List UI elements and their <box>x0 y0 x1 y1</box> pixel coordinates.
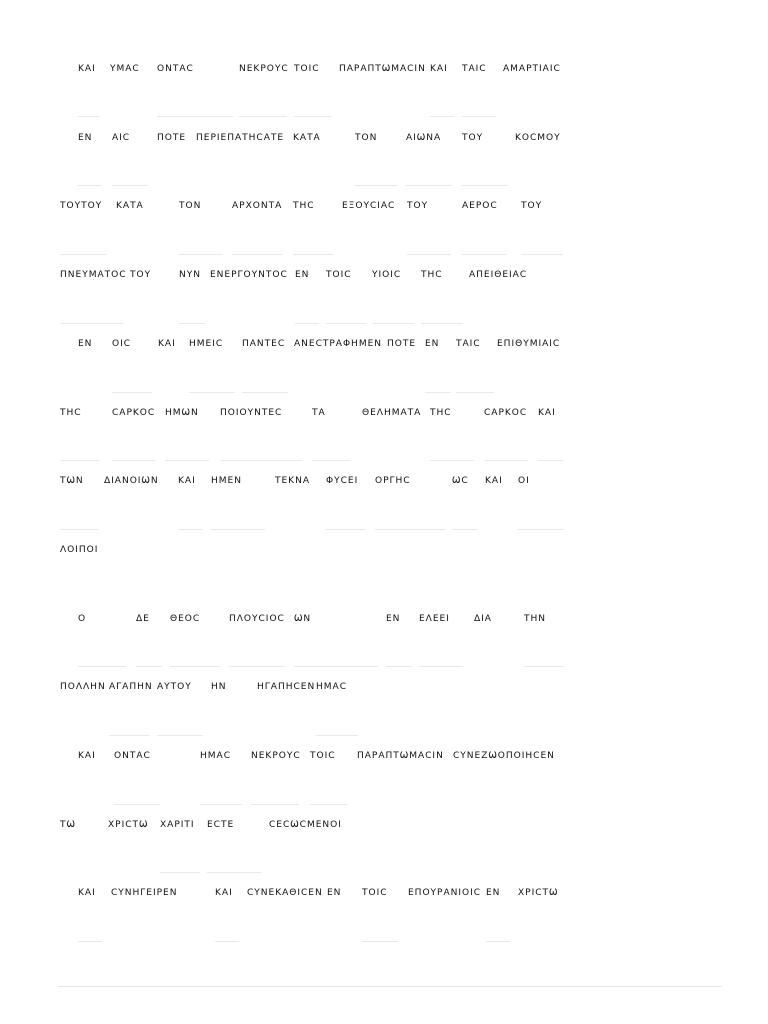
word: ΤΟΝ <box>355 132 378 142</box>
word: ΟΝΤΑϹ <box>114 750 151 760</box>
word: ΚΑΙ <box>215 887 233 897</box>
word: ΟΙ <box>518 475 530 485</box>
word: ΟΙϹ <box>112 338 132 348</box>
faint-mark <box>294 666 378 667</box>
word: ΑΙϹ <box>112 132 131 142</box>
text-line-1 <box>0 60 768 76</box>
faint-mark <box>78 941 102 942</box>
word: ΠΕΡΙΕΠΑΤΗϹΑΤΕ <box>196 132 285 142</box>
word: ΗΓΑΠΗϹΕΝ <box>257 681 316 691</box>
word: ΠΑΡΑΠΤѠΜΑϹΙΝ <box>339 63 426 73</box>
faint-mark <box>310 804 348 805</box>
word: ΠΟΤΕ <box>387 338 417 348</box>
faint-mark <box>521 254 563 255</box>
faint-mark <box>293 254 333 255</box>
word: ΧΡΙϹΤѠ <box>108 819 149 829</box>
faint-mark <box>207 872 261 873</box>
faint-mark <box>456 392 494 393</box>
text-line-8 <box>0 541 768 557</box>
word: ΤΟΙϹ <box>294 63 320 73</box>
faint-mark <box>229 666 285 667</box>
faint-mark <box>78 185 102 186</box>
word: ΕΝ <box>78 132 93 142</box>
faint-mark <box>157 735 203 736</box>
word: ΚΑΙ <box>158 338 176 348</box>
word: ΑΝΕϹΤΡΑΦΗΜΕΝ <box>294 338 383 348</box>
faint-mark <box>462 116 496 117</box>
word: Ο <box>78 613 87 623</box>
word: ΤΟΥ <box>462 132 484 142</box>
word: ΑΓΑΠΗΝ <box>109 681 153 691</box>
word: ѠΝ <box>294 613 312 623</box>
word: ΤѠΝ <box>60 475 84 485</box>
word: ΤΟΥ <box>521 200 543 210</box>
word: ΤΑΙϹ <box>462 63 487 73</box>
text-line-12 <box>0 816 768 832</box>
faint-mark <box>178 529 202 530</box>
word: ΚΑΙ <box>78 63 96 73</box>
word: ΚΑΙ <box>78 887 96 897</box>
faint-mark <box>486 941 510 942</box>
word: ΚΑΤΑ <box>293 132 321 142</box>
text-line-4 <box>0 266 768 282</box>
text-line-9 <box>0 610 768 626</box>
text-line-6 <box>0 404 768 420</box>
word: ΤΟΙϹ <box>310 750 336 760</box>
word: ΑΥΤΟΥ <box>157 681 192 691</box>
word: ΕΝ <box>78 338 93 348</box>
faint-mark <box>112 185 148 186</box>
word: ΗΜΕΝ <box>211 475 242 485</box>
faint-mark <box>60 254 106 255</box>
word: ΚΑΙ <box>430 63 448 73</box>
word: ΚΑΤΑ <box>116 200 144 210</box>
word: ΘΕΟϹ <box>170 613 201 623</box>
word: ΤΗϹ <box>421 269 443 279</box>
word: ΑΠΕΙΘΕΙΑϹ <box>469 269 528 279</box>
word: ΠΑΝΤΕϹ <box>242 338 286 348</box>
word: ΤΗϹ <box>293 200 315 210</box>
faint-mark <box>372 323 414 324</box>
faint-mark <box>326 529 366 530</box>
text-line-13 <box>0 884 768 900</box>
faint-mark <box>211 529 265 530</box>
faint-mark <box>179 254 223 255</box>
word: ΕΞΟΥϹΙΑϹ <box>342 200 396 210</box>
word: ΤΟΝ <box>179 200 202 210</box>
faint-mark <box>157 116 233 117</box>
word: ΧΡΙϹΤѠ <box>518 887 559 897</box>
word: ѠϹ <box>452 475 469 485</box>
faint-mark <box>316 735 358 736</box>
faint-mark <box>524 666 564 667</box>
word: ΘΕΛΗΜΑΤΑ <box>362 407 422 417</box>
faint-mark <box>179 323 205 324</box>
faint-mark <box>312 460 350 461</box>
text-line-10 <box>0 678 768 694</box>
word: ΦΥϹΕΙ <box>326 475 359 485</box>
word: ΠΝΕΥΜΑΤΟϹ <box>60 269 127 279</box>
text-line-11 <box>0 747 768 763</box>
page-bottom-rule <box>58 986 722 987</box>
faint-mark <box>78 666 126 667</box>
word: ΑΙѠΝΑ <box>406 132 442 142</box>
faint-mark <box>452 529 478 530</box>
faint-mark <box>462 185 508 186</box>
faint-mark <box>232 254 282 255</box>
faint-mark <box>518 529 564 530</box>
word: ΚΑΙ <box>538 407 556 417</box>
text-line-3 <box>0 197 768 213</box>
word: ϹΥΝΗΓΕΙΡΕΝ <box>111 887 178 897</box>
word: ΝΕΚΡΟΥϹ <box>239 63 289 73</box>
word: ΠΑΡΑΠΤѠΜΑϹΙΝ <box>357 750 444 760</box>
faint-mark <box>215 941 239 942</box>
faint-mark <box>326 323 366 324</box>
faint-mark <box>430 116 454 117</box>
word: ΤΟΥ <box>130 269 152 279</box>
faint-mark <box>251 804 299 805</box>
word: ΠΛΟΥϹΙΟϹ <box>229 613 285 623</box>
word: ΔΙΑΝΟΙѠΝ <box>104 475 159 485</box>
faint-mark <box>462 254 506 255</box>
word: ΗΜΑϹ <box>200 750 231 760</box>
word: ΤΟΙϹ <box>326 269 352 279</box>
faint-mark <box>407 254 451 255</box>
faint-mark <box>60 529 98 530</box>
word: ΕΛΕΕΙ <box>419 613 450 623</box>
word: ϹΕϹѠϹΜΕΝΟΙ <box>269 819 342 829</box>
faint-mark <box>419 666 463 667</box>
word: ΤΟΙϹ <box>362 887 388 897</box>
word: ΤΟΥ <box>407 200 429 210</box>
faint-mark <box>538 460 564 461</box>
word: ΟΡΓΗϹ <box>375 475 411 485</box>
word: ϹΥΝΕΖѠΟΠΟΙΗϹΕΝ <box>453 750 555 760</box>
faint-mark <box>430 460 474 461</box>
word: ΤΑΙϹ <box>456 338 481 348</box>
word: ΕΝ <box>386 613 401 623</box>
word: ΚΑΙ <box>485 475 503 485</box>
faint-mark <box>294 116 332 117</box>
word: ΤΗϹ <box>60 407 82 417</box>
word: ΑΕΡΟϹ <box>462 200 498 210</box>
faint-mark <box>109 735 149 736</box>
word: ΤΗΝ <box>524 613 547 623</box>
faint-mark <box>136 666 162 667</box>
word: ΚΑΙ <box>78 750 96 760</box>
word: ϹΥΝΕΚΑΘΙϹΕΝ <box>247 887 323 897</box>
faint-mark <box>60 323 124 324</box>
word: ΛΟΙΠΟΙ <box>60 544 99 554</box>
faint-mark <box>189 392 235 393</box>
word: ΠΟΙΟΥΝΤΕϹ <box>220 407 283 417</box>
word: ϹΑΡΚΟϹ <box>112 407 156 417</box>
faint-mark <box>112 392 152 393</box>
word: ΕΠΙΘΥΜΙΑΙϹ <box>497 338 561 348</box>
word: ΠΟΤΕ <box>157 132 187 142</box>
faint-mark <box>242 392 288 393</box>
word: ΠΟΛΛΗΝ <box>60 681 106 691</box>
faint-mark <box>362 941 398 942</box>
word: ΑΜΑΡΤΙΑΙϹ <box>503 63 561 73</box>
faint-mark <box>295 323 319 324</box>
faint-mark <box>170 666 220 667</box>
text-line-2 <box>0 129 768 145</box>
faint-mark <box>421 323 463 324</box>
faint-mark <box>355 185 397 186</box>
word: ΤΑ <box>312 407 326 417</box>
word: ΕΝ <box>327 887 342 897</box>
word: ΕΝ <box>486 887 501 897</box>
faint-mark <box>60 460 100 461</box>
faint-mark <box>386 666 412 667</box>
word: ΝΕΚΡΟΥϹ <box>251 750 301 760</box>
faint-mark <box>160 872 200 873</box>
word: ΗΜΕΙϹ <box>189 338 224 348</box>
word: ΕϹΤΕ <box>207 819 235 829</box>
word: ΕΝ <box>295 269 310 279</box>
word: ΧΑΡΙΤΙ <box>160 819 195 829</box>
word: ΔΙΑ <box>474 613 492 623</box>
word: ΤΕΚΝΑ <box>275 475 310 485</box>
word: ΤΟΥΤΟΥ <box>60 200 103 210</box>
word: ϹΑΡΚΟϹ <box>484 407 528 417</box>
word: ΚΟϹΜΟΥ <box>515 132 561 142</box>
faint-mark <box>484 460 528 461</box>
text-line-7 <box>0 472 768 488</box>
word: ΕΠΟΥΡΑΝΙΟΙϹ <box>408 887 482 897</box>
faint-mark <box>165 460 209 461</box>
word: ΥΜΑϹ <box>110 63 140 73</box>
word: ΗΜѠΝ <box>165 407 199 417</box>
faint-mark <box>78 116 100 117</box>
word: ΕΝΕΡΓΟΥΝΤΟϹ <box>210 269 288 279</box>
word: ΗΜΑϹ <box>316 681 347 691</box>
word: ΝΥΝ <box>179 269 201 279</box>
faint-mark <box>220 460 302 461</box>
text-line-5 <box>0 335 768 351</box>
faint-mark <box>425 392 451 393</box>
word: ΤΗϹ <box>430 407 452 417</box>
word: ΤѠ <box>60 819 76 829</box>
faint-mark <box>114 804 160 805</box>
faint-mark <box>200 804 242 805</box>
word: ΥΙΟΙϹ <box>372 269 402 279</box>
word: ΕΝ <box>425 338 440 348</box>
word: ΔΕ <box>136 613 150 623</box>
faint-mark <box>239 116 287 117</box>
word: ΗΝ <box>211 681 227 691</box>
word: ΟΝΤΑϹ <box>157 63 194 73</box>
faint-mark <box>112 460 156 461</box>
word: ΚΑΙ <box>178 475 196 485</box>
word: ΑΡΧΟΝΤΑ <box>232 200 283 210</box>
faint-mark <box>406 185 452 186</box>
faint-mark <box>375 529 445 530</box>
